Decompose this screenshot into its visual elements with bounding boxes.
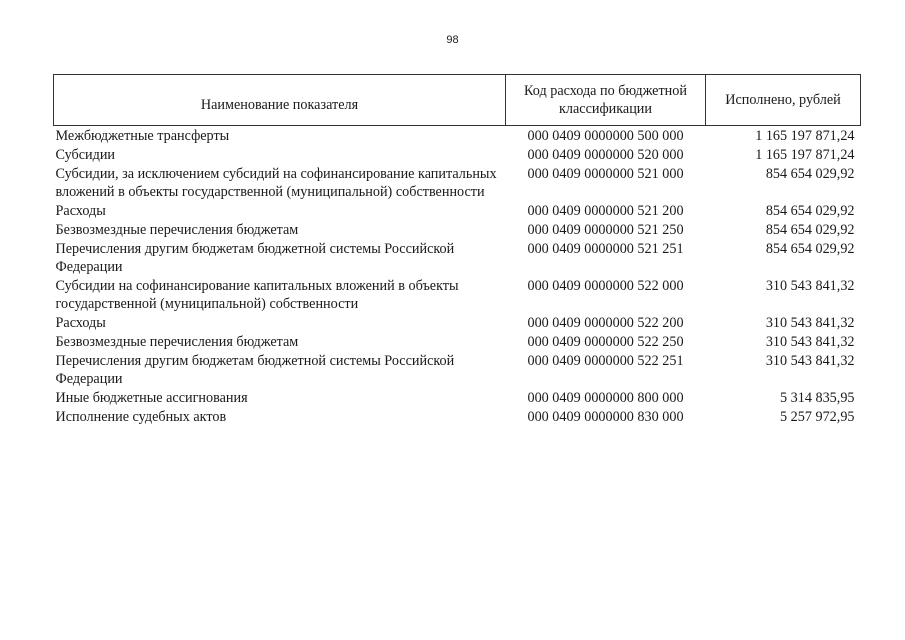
row-name: Иные бюджетные ассигнования	[55, 390, 248, 406]
row-name: Расходы	[55, 315, 106, 331]
row-name: Безвозмездные перечисления бюджетам	[55, 222, 299, 238]
row-code: 000 0409 0000000 521 251	[527, 241, 684, 257]
row-name: Субсидии на софинансирование капитальных вложений в объекты государственной (муниципальной) собственности	[55, 278, 459, 312]
row-name: Перечисления другим бюджетам бюджетной системы Российской Федерации	[55, 241, 455, 275]
table-row	[54, 389, 861, 408]
budget-execution-table	[53, 74, 861, 427]
row-amount: 854 654 029,92	[765, 241, 855, 257]
table-row	[54, 333, 861, 352]
row-amount: 310 543 841,32	[765, 353, 855, 369]
row-code: 000 0409 0000000 522 200	[527, 315, 684, 331]
row-code: 000 0409 0000000 521 200	[527, 203, 684, 219]
row-code: 000 0409 0000000 830 000	[527, 409, 684, 425]
row-code: 000 0409 0000000 521 000	[527, 166, 684, 182]
row-amount: 854 654 029,92	[765, 203, 855, 219]
header-name: Наименование показателя	[54, 75, 506, 126]
row-name: Перечисления другим бюджетам бюджетной системы Российской Федерации	[55, 353, 455, 387]
row-amount: 5 257 972,95	[780, 409, 855, 425]
row-amount: 310 543 841,32	[765, 315, 855, 331]
page-number: 98	[446, 34, 459, 46]
header-row	[54, 75, 861, 126]
table-header	[54, 75, 861, 126]
header-amount: Исполнено, рублей	[706, 75, 861, 126]
row-code: 000 0409 0000000 500 000	[527, 128, 684, 144]
row-name: Безвозмездные перечисления бюджетам	[55, 334, 299, 350]
table-row	[54, 277, 861, 314]
table-row	[54, 221, 861, 240]
row-code: 000 0409 0000000 522 000	[527, 278, 684, 294]
row-amount: 5 314 835,95	[780, 390, 855, 406]
row-code: 000 0409 0000000 522 251	[527, 353, 684, 369]
row-amount: 310 543 841,32	[765, 278, 855, 294]
table-row	[54, 146, 861, 165]
table-row	[54, 314, 861, 333]
row-code: 000 0409 0000000 521 250	[527, 222, 684, 238]
table-row	[54, 352, 861, 389]
row-amount: 1 165 197 871,24	[755, 128, 855, 144]
row-amount: 1 165 197 871,24	[755, 147, 855, 163]
row-amount: 854 654 029,92	[765, 222, 855, 238]
table-row	[54, 165, 861, 202]
row-code: 000 0409 0000000 800 000	[527, 390, 684, 406]
row-amount: 854 654 029,92	[765, 166, 855, 182]
row-name: Межбюджетные трансферты	[55, 128, 230, 144]
table-row	[54, 126, 861, 147]
row-name: Субсидии	[55, 147, 116, 163]
table-body	[54, 126, 861, 428]
table-row	[54, 408, 861, 427]
table-row	[54, 202, 861, 221]
row-code: 000 0409 0000000 520 000	[527, 147, 684, 163]
table-row	[54, 240, 861, 277]
header-code: Код расхода по бюджетной классификации	[506, 75, 706, 126]
row-code: 000 0409 0000000 522 250	[527, 334, 684, 350]
row-name: Исполнение судебных актов	[55, 409, 227, 425]
row-name: Расходы	[55, 203, 106, 219]
row-name: Субсидии, за исключением субсидий на софинансирование капитальных вложений в объекты государственной (муниципальной) собственности	[55, 166, 497, 200]
row-amount: 310 543 841,32	[765, 334, 855, 350]
